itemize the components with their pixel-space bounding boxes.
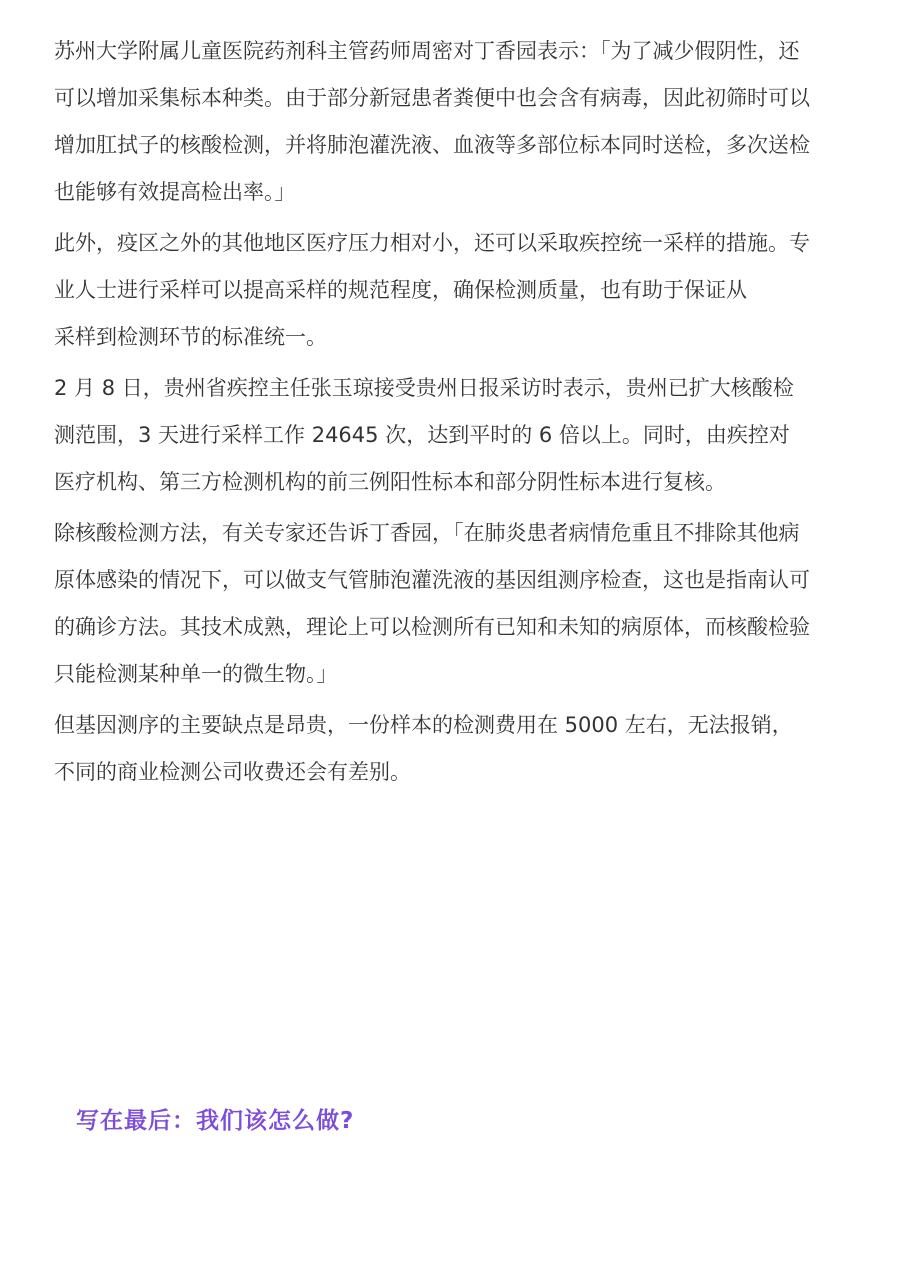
text-line: 除核酸检测方法，有关专家还告诉丁香园，「在肺炎患者病情危重且不排除其他病: [54, 521, 800, 545]
text-line: 苏州大学附属儿童医院药剂科主管药师周密对丁香园表示：「为了减少假阴性，还: [54, 39, 800, 63]
section-heading: 写在最后：我们该怎么做?: [76, 1108, 355, 1134]
text-line: 采样到检测环节的标准统一。: [54, 325, 327, 349]
article-body: [54, 28, 854, 800]
paragraph-expert-quote-sampling: [54, 28, 854, 216]
text-line: 的确诊方法。其技术成熟，理论上可以检测所有已知和未知的病原体，而核酸检验: [54, 615, 810, 639]
text-line: 可以增加采集标本种类。由于部分新冠患者粪便中也会含有病毒，因此初筛时可以: [54, 86, 810, 110]
text-line: 医疗机构、第三方检测机构的前三例阳性标本和部分阴性标本进行复核。: [54, 470, 726, 494]
text-line: 2 月 8 日，贵州省疾控主任张玉琼接受贵州日报采访时表示，贵州已扩大核酸检: [54, 376, 794, 400]
text-line: 只能检测某种单一的微生物。」: [54, 662, 338, 686]
text-line: 测范围，3 天进行采样工作 24645 次，达到平时的 6 倍以上。同时，由疾控对: [54, 423, 790, 447]
paragraph-sequencing-cost: [54, 702, 854, 796]
paragraph-genome-sequencing: [54, 510, 854, 698]
paragraph-guizhou-report: [54, 365, 854, 506]
text-line: 不同的商业检测公司收费还会有差别。: [54, 760, 411, 784]
text-line: 也能够有效提高检出率。」: [54, 180, 296, 204]
text-line: 此外，疫区之外的其他地区医疗压力相对小，还可以采取疾控统一采样的措施。专: [54, 231, 810, 255]
text-line: 增加肛拭子的核酸检测，并将肺泡灌洗液、血液等多部位标本同时送检，多次送检: [54, 133, 810, 157]
text-line: 业人士进行采样可以提高采样的规范程度，确保检测质量，也有助于保证从: [54, 278, 747, 302]
paragraph-cdc-sampling: [54, 220, 854, 361]
text-line: 但基因测序的主要缺点是昂贵，一份样本的检测费用在 5000 左右，无法报销，: [54, 713, 793, 737]
text-line: 原体感染的情况下，可以做支气管肺泡灌洗液的基因组测序检查，这也是指南认可: [54, 568, 810, 592]
